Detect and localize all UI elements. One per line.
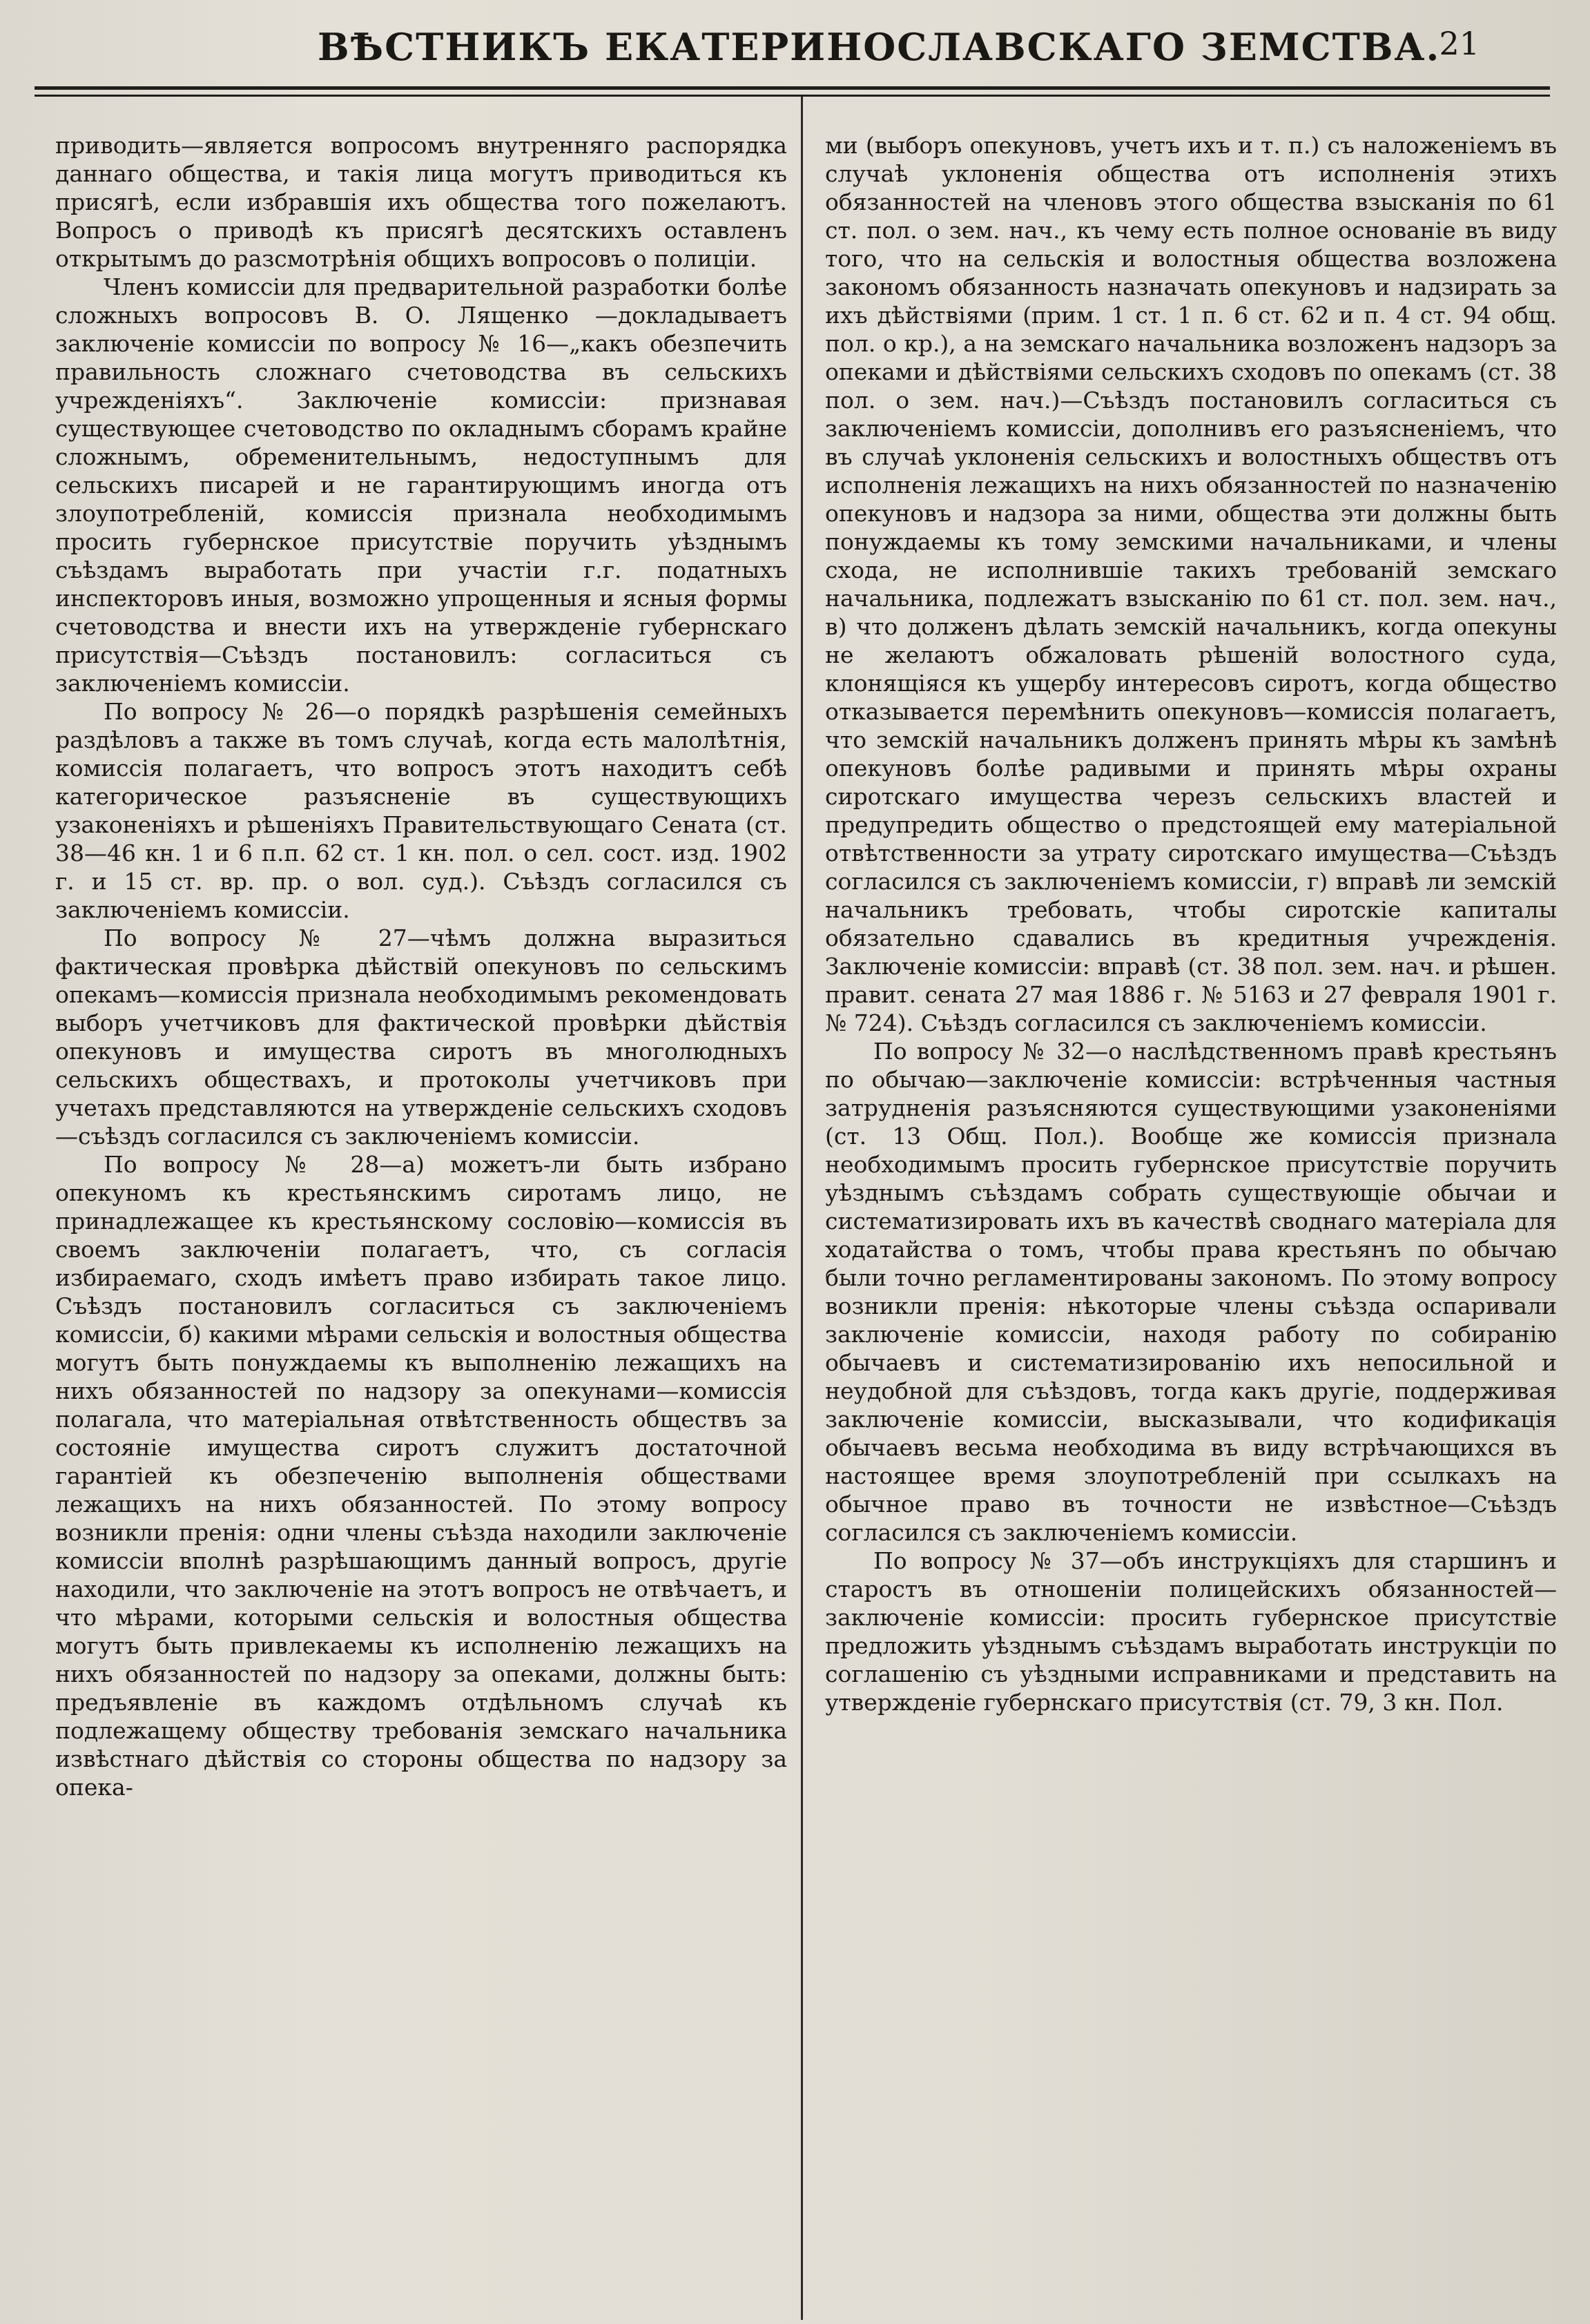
right-column <box>825 131 1557 1716</box>
left-column <box>55 131 787 1801</box>
header-rule-thick <box>35 86 1550 90</box>
paragraph: По вопросу № 28—а) можетъ-ли быть избрано опекуномъ къ крестьянскимъ сиротамъ лицо, не принадлежащее къ крестьянскому сословію—комиссія въ своемъ заключеніи полагаетъ, что, съ согласія избираемаго, сходъ имѣетъ право избирать такое лицо. Съѣздъ постановилъ согласиться съ заключеніемъ комиссіи, б) какими мѣрами сельскія и волостныя общества могутъ быть понуждаемы къ выполненію лежащихъ на нихъ обязанностей по надзору за опекунами—комиссія полагала, что матеріальная отвѣтственность обществъ за состояніе имущества сиротъ служитъ достаточной гарантіей къ обезпеченію выполненія обществами лежащихъ на нихъ обязанностей. По этому вопросу возникли пренія: одни члены съѣзда находили заключеніе комиссіи вполнѣ разрѣшающимъ данный вопросъ, другіе находили, что заключеніе на этотъ вопросъ не отвѣчаетъ, и что мѣрами, которыми сельскія и волостныя общества могутъ быть привлекаемы къ исполненію лежащихъ на нихъ обязанностей по надзору за опеками, должны быть: предъявленіе въ каждомъ отдѣльномъ случаѣ къ подлежащему обществу требованія земскаго начальника извѣстнаго дѣйствія со стороны общества по надзору за опека- <box>55 1151 787 1801</box>
column-divider <box>801 97 803 2320</box>
paragraph: Членъ комиссіи для предварительной разработки болѣе сложныхъ вопросовъ В. О. Лященко —докладываетъ заключеніе комиссіи по вопросу № 16—„какъ обезпечить правильность сложнаго счетоводства въ сельскихъ учрежденіяхъ“. Заключеніе комиссіи: признавая существующее счетоводство по окладнымъ сборамъ крайне сложнымъ, обременительнымъ, недоступнымъ для сельскихъ писарей и не гарантирующимъ иногда отъ злоупотребленій, комиссія признала необходимымъ просить губернское присутствіе поручить уѣзднымъ съѣздамъ выработать при участіи г.г. податныхъ инспекторовъ иныя, возможно упрощенныя и ясныя формы счетоводства и внести ихъ на утвержденіе губернскаго присутствія—Съѣздъ постановилъ: согласиться съ заключеніемъ комиссіи. <box>55 273 787 697</box>
paragraph: По вопросу № 37—объ инструкціяхъ для старшинъ и старостъ въ отношеніи полицейскихъ обязанностей—заключеніе комиссіи: просить губернское присутствіе предложить уѣзднымъ съѣздамъ выработать инструкціи по соглашенію съ уѣздными исправниками и представить на утвержденіе губернскаго присутствія (ст. 79, 3 кн. Пол. <box>825 1547 1557 1716</box>
paragraph: ми (выборъ опекуновъ, учетъ ихъ и т. п.) съ наложеніемъ въ случаѣ уклоненія общества отъ исполненія этихъ обязанностей на членовъ этого общества взысканія по 61 ст. пол. о зем. нач., къ чему есть полное основаніе въ виду того, что на сельскія и волостныя общества возложена закономъ обязанность назначать опекуновъ и надзирать за ихъ дѣйствіями (прим. 1 ст. 1 п. 6 ст. 62 и п. 4 ст. 94 общ. пол. о кр.), а на земскаго начальника возложенъ надзоръ за опеками и дѣйствіями сельскихъ сходовъ по опекамъ (ст. 38 пол. о зем. нач.)—Съѣздъ постановилъ согласиться съ заключеніемъ комиссіи, дополнивъ его разъясненіемъ, что въ случаѣ уклоненія сельскихъ и волостныхъ обществъ отъ исполненія лежащихъ на нихъ обязанностей по назначенію опекуновъ и надзора за ними, общества эти должны быть понуждаемы къ тому земскими начальниками, и члены схода, не исполнившіе такихъ требованій земскаго начальника, подлежатъ взысканію по 61 ст. пол. зем. нач., в) что долженъ дѣлать земскій начальникъ, когда опекуны не желаютъ обжаловать рѣшеній волостного суда, клонящіяся къ ущербу интересовъ сиротъ, когда общество отказывается перемѣнить опекуновъ—комиссія полагаетъ, что земскій начальникъ долженъ принять мѣры къ замѣнѣ опекуновъ болѣе радивыми и принять мѣры охраны сиротскаго имущества черезъ сельскихъ властей и предупредить общество о предстоящей ему матеріальной отвѣтственности за утрату сиротскаго имущества—Съѣздъ согласился съ заключеніемъ комиссіи, г) вправѣ ли земскій начальникъ требовать, чтобы сиротскіе капиталы обязательно сдавались въ кредитныя учрежденія. Заключеніе комиссіи: вправѣ (ст. 38 пол. зем. нач. и рѣшен. правит. сената 27 мая 1886 г. № 5163 и 27 февраля 1901 г. № 724). Съѣздъ согласился съ заключеніемъ комиссіи. <box>825 132 1557 1036</box>
paragraph: По вопросу № 32—о наслѣдственномъ правѣ крестьянъ по обычаю—заключеніе комиссіи: встрѣченныя частныя затрудненія разъясняются существующими узаконеніями (ст. 13 Общ. Пол.). Вообще же комиссія признала необходимымъ просить губернское присутствіе поручить уѣзднымъ съѣздамъ собрать существующіе обычаи и систематизировать ихъ въ качествѣ своднаго матеріала для ходатайства о томъ, чтобы права крестьянъ по обычаю были точно регламентированы закономъ. По этому вопросу возникли пренія: нѣкоторые члены съѣзда оспаривали заключеніе комиссіи, находя работу по собиранію обычаевъ и систематизированію ихъ непосильной и неудобной для съѣздовъ, тогда какъ другіе, поддерживая заключеніе комиссіи, высказывали, что кодификація обычаевъ весьма необходима въ виду встрѣчающихся въ настоящее время злоупотребленій при ссылкахъ на обычное право въ точности не извѣстное—Съѣздъ согласился съ заключеніемъ комиссіи. <box>825 1038 1557 1546</box>
page-number: 21 <box>1439 25 1480 62</box>
journal-title: ВѢСТНИКЪ ЕКАТЕРИНОСЛАВСКАГО ЗЕМСТВА. <box>318 25 1441 69</box>
paragraph: По вопросу № 26—о порядкѣ разрѣшенія семейныхъ раздѣловъ а также въ томъ случаѣ, когда есть малолѣтнія, комиссія полагаетъ, что вопросъ этотъ находитъ себѣ категорическое разъясненіе въ существующихъ узаконеніяхъ и рѣшеніяхъ Правительствующаго Сената (ст. 38—46 кн. 1 и 6 п.п. 62 ст. 1 кн. пол. о сел. сост. изд. 1902 г. и 15 ст. вр. пр. о вол. суд.). Съѣздъ согласился съ заключеніемъ комиссіи. <box>55 698 787 923</box>
header-rule-thin <box>35 95 1550 97</box>
paragraph: приводить—является вопросомъ внутренняго распорядка даннаго общества, и такія лица могутъ приводиться къ присягѣ, если избравшія ихъ общества того пожелаютъ. Вопросъ о приводѣ къ присягѣ десятскихъ оставленъ открытымъ до разсмотрѣнія общихъ вопросовъ о полиціи. <box>55 132 787 272</box>
paragraph: По вопросу № 27—чѣмъ должна выразиться фактическая провѣрка дѣйствій опекуновъ по сельскимъ опекамъ—комиссія признала необходимымъ рекомендовать выборъ учетчиковъ для фактической провѣрки дѣйствія опекуновъ и имущества сиротъ въ многолюдныхъ сельскихъ обществахъ, и протоколы учетчиковъ при учетахъ представляются на утвержденіе сельскихъ сходовъ—съѣздъ согласился съ заключеніемъ комиссіи. <box>55 924 787 1150</box>
